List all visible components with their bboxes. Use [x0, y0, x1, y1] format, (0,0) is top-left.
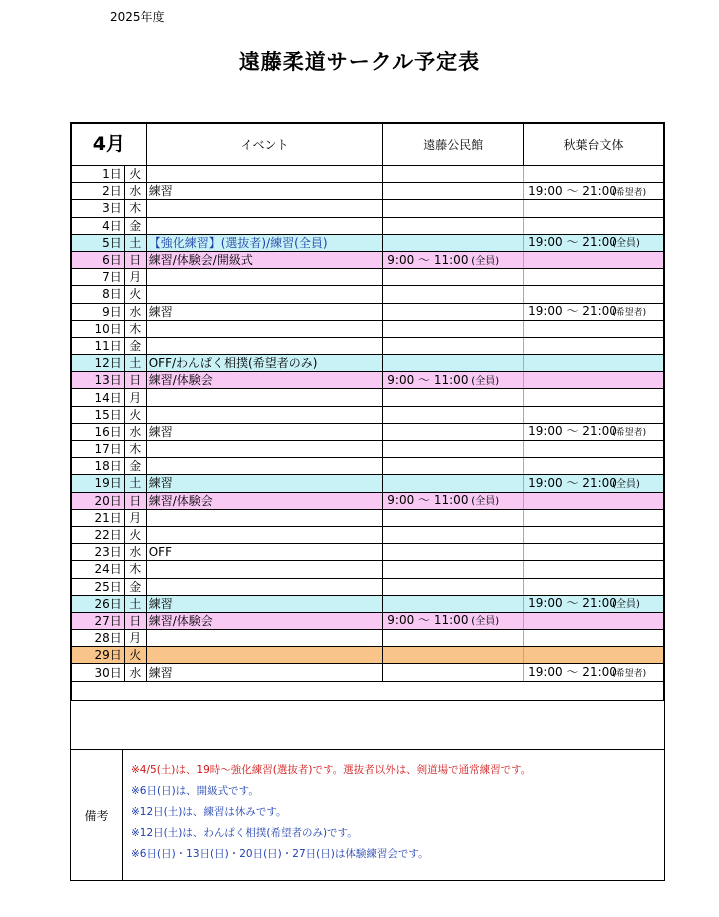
venue1-time-cell — [383, 630, 524, 647]
table-row — [72, 251, 664, 268]
venue2-time-cell — [524, 251, 664, 268]
event-cell: 練習 — [146, 475, 383, 492]
table-row — [72, 234, 664, 251]
event-cell: 【強化練習】(選抜者)/練習(全員) — [146, 234, 383, 251]
venue1-time-cell — [383, 372, 524, 389]
event-cell — [146, 561, 383, 578]
venue2-time-cell — [524, 526, 664, 543]
event-cell — [146, 630, 383, 647]
note-line: ※12日(土)は、わんぱく相撲(希望者のみ)です。 — [131, 827, 358, 839]
event-cell — [146, 337, 383, 354]
venue1-time-cell — [383, 406, 524, 423]
venue2-time-cell — [524, 458, 664, 475]
table-row — [72, 355, 664, 372]
spacer-row — [72, 681, 664, 700]
weekday-cell: 日 — [124, 372, 146, 389]
weekday-cell: 水 — [124, 664, 146, 681]
event-cell — [146, 509, 383, 526]
day-cell: 10日 — [72, 320, 125, 337]
weekday-cell: 金 — [124, 578, 146, 595]
venue1-time-cell — [383, 166, 524, 183]
venue1-time-cell — [383, 544, 524, 561]
venue2-time-cell — [524, 561, 664, 578]
venue1-time-cell — [383, 526, 524, 543]
venue1-time: 9:00 ～ 11:00 — [387, 372, 469, 387]
venue1-attendee-note: (全員) — [471, 255, 500, 267]
venue1-time-cell — [383, 458, 524, 475]
table-row — [72, 217, 664, 234]
note-line: ※6日(日)・13日(日)・20日(日)・27日(日)は体験練習会です。 — [131, 848, 429, 860]
table-row — [72, 372, 664, 389]
event-cell: 練習 — [146, 423, 383, 440]
venue1-time-cell — [383, 647, 524, 664]
weekday-cell: 月 — [124, 630, 146, 647]
venue1-time-cell — [383, 200, 524, 217]
weekday-cell: 月 — [124, 269, 146, 286]
table-row — [72, 595, 664, 612]
venue2-time-cell — [524, 389, 664, 406]
weekday-cell: 土 — [124, 234, 146, 251]
day-cell: 23日 — [72, 544, 125, 561]
weekday-cell: 水 — [124, 423, 146, 440]
table-row — [72, 612, 664, 629]
day-cell: 28日 — [72, 630, 125, 647]
venue1-time-cell — [383, 578, 524, 595]
page-title: 遠藤柔道サークル予定表 — [238, 50, 481, 74]
venue2-time-cell — [524, 647, 664, 664]
event-cell: 練習/体験会 — [146, 492, 383, 509]
event-cell: 練習 — [146, 183, 383, 200]
weekday-cell: 水 — [124, 303, 146, 320]
event-cell — [146, 200, 383, 217]
notes-section — [71, 749, 664, 881]
event-cell — [146, 441, 383, 458]
venue2-attendee-note: (全員) — [612, 478, 640, 490]
event-cell: OFF — [146, 544, 383, 561]
weekday-cell: 日 — [124, 492, 146, 509]
venue2-time-cell — [524, 595, 664, 612]
table-row — [72, 664, 664, 681]
venue1-attendee-note: (全員) — [471, 375, 500, 387]
venue2-attendee-note: (希望者) — [612, 187, 647, 198]
table-row — [72, 578, 664, 595]
venue2-attendee-note: (希望者) — [612, 669, 647, 680]
notes-label: 備考 — [71, 750, 123, 881]
venue1-time: 9:00 ～ 11:00 — [387, 493, 469, 508]
venue2-time-cell — [524, 612, 664, 629]
venue2-time-cell — [524, 355, 664, 372]
table-row — [72, 526, 664, 543]
venue2-time-cell — [524, 269, 664, 286]
venue2-time-cell — [524, 492, 664, 509]
table-row — [72, 166, 664, 183]
day-cell: 21日 — [72, 509, 125, 526]
venue2-time-cell — [524, 630, 664, 647]
day-cell: 14日 — [72, 389, 125, 406]
venue1-time-cell — [383, 441, 524, 458]
event-cell: 練習/体験会 — [146, 372, 383, 389]
weekday-cell: 火 — [124, 286, 146, 303]
event-cell — [146, 269, 383, 286]
weekday-cell: 木 — [124, 561, 146, 578]
table-row — [72, 286, 664, 303]
table-row — [72, 200, 664, 217]
weekday-cell: 火 — [124, 526, 146, 543]
weekday-cell: 木 — [124, 200, 146, 217]
table-row — [72, 509, 664, 526]
day-cell: 20日 — [72, 492, 125, 509]
weekday-cell: 日 — [124, 251, 146, 268]
venue1-time-cell — [383, 303, 524, 320]
venue2-time-cell — [524, 372, 664, 389]
venue2-time: 19:00 ～ 21:00 — [528, 235, 617, 250]
venue1-column-header: 遠藤公民館 — [383, 124, 524, 166]
spacer-cell — [72, 681, 664, 700]
weekday-cell: 金 — [124, 337, 146, 354]
weekday-cell: 水 — [124, 183, 146, 200]
venue2-time: 19:00 ～ 21:00 — [528, 596, 617, 611]
venue1-time-cell — [383, 355, 524, 372]
venue2-time: 19:00 ～ 21:00 — [528, 424, 617, 439]
venue2-time-cell — [524, 578, 664, 595]
event-cell — [146, 406, 383, 423]
event-cell: 練習 — [146, 303, 383, 320]
venue2-attendee-note: (全員) — [612, 238, 640, 250]
venue2-time-cell — [524, 303, 664, 320]
weekday-cell: 月 — [124, 389, 146, 406]
venue1-time-cell — [383, 423, 524, 440]
venue2-time-cell — [524, 234, 664, 251]
day-cell: 7日 — [72, 269, 125, 286]
event-cell: 練習/体験会 — [146, 612, 383, 629]
event-cell — [146, 217, 383, 234]
venue2-time-cell — [524, 664, 664, 681]
month-header: 4月 — [72, 124, 147, 166]
event-cell: 練習 — [146, 595, 383, 612]
venue2-column-header: 秋葉台文体 — [524, 124, 664, 166]
weekday-cell: 火 — [124, 647, 146, 664]
event-cell — [146, 578, 383, 595]
venue2-time-cell — [524, 441, 664, 458]
day-cell: 1日 — [72, 166, 125, 183]
venue1-time-cell — [383, 217, 524, 234]
table-row — [72, 423, 664, 440]
table-row — [72, 630, 664, 647]
table-row — [72, 492, 664, 509]
day-cell: 6日 — [72, 251, 125, 268]
venue2-time-cell — [524, 406, 664, 423]
venue2-time-cell — [524, 320, 664, 337]
venue1-time-cell — [383, 320, 524, 337]
weekday-cell: 土 — [124, 595, 146, 612]
fiscal-year-label: 2025年度 — [110, 10, 165, 24]
day-cell: 25日 — [72, 578, 125, 595]
day-cell: 30日 — [72, 664, 125, 681]
venue2-time: 19:00 ～ 21:00 — [528, 183, 617, 198]
venue1-time-cell — [383, 337, 524, 354]
day-cell: 9日 — [72, 303, 125, 320]
day-cell: 8日 — [72, 286, 125, 303]
table-row — [72, 561, 664, 578]
venue1-time-cell — [383, 234, 524, 251]
table-row — [72, 441, 664, 458]
table-row — [72, 183, 664, 200]
venue1-time-cell — [383, 183, 524, 200]
day-cell: 18日 — [72, 458, 125, 475]
venue1-time: 9:00 ～ 11:00 — [387, 252, 469, 267]
day-cell: 26日 — [72, 595, 125, 612]
venue1-time: 9:00 ～ 11:00 — [387, 613, 469, 628]
table-row — [72, 544, 664, 561]
day-cell: 11日 — [72, 337, 125, 354]
venue2-time-cell — [524, 509, 664, 526]
schedule-sheet — [70, 122, 665, 881]
event-cell — [146, 166, 383, 183]
weekday-cell: 火 — [124, 406, 146, 423]
weekday-cell: 木 — [124, 320, 146, 337]
event-column-header: イベント — [146, 124, 383, 166]
venue1-time-cell — [383, 251, 524, 268]
venue2-attendee-note: (全員) — [612, 599, 640, 611]
day-cell: 13日 — [72, 372, 125, 389]
day-cell: 27日 — [72, 612, 125, 629]
venue2-time-cell — [524, 337, 664, 354]
table-row — [72, 389, 664, 406]
venue2-time: 19:00 ～ 21:00 — [528, 304, 617, 319]
weekday-cell: 金 — [124, 458, 146, 475]
venue2-attendee-note: (希望者) — [612, 428, 647, 439]
venue1-attendee-note: (全員) — [471, 616, 500, 628]
venue2-time-cell — [524, 475, 664, 492]
schedule-table — [71, 123, 664, 701]
venue2-time-cell — [524, 183, 664, 200]
weekday-cell: 木 — [124, 441, 146, 458]
venue1-time-cell — [383, 389, 524, 406]
event-cell: OFF/わんぱく相撲(希望者のみ) — [146, 355, 383, 372]
event-cell: 練習/体験会/開級式 — [146, 251, 383, 268]
weekday-cell: 日 — [124, 612, 146, 629]
venue1-time-cell — [383, 509, 524, 526]
event-cell — [146, 526, 383, 543]
event-cell — [146, 458, 383, 475]
day-cell: 5日 — [72, 234, 125, 251]
day-cell: 16日 — [72, 423, 125, 440]
venue2-time-cell — [524, 200, 664, 217]
event-cell: 練習 — [146, 664, 383, 681]
weekday-cell: 月 — [124, 509, 146, 526]
venue2-time: 19:00 ～ 21:00 — [528, 665, 617, 680]
table-row — [72, 269, 664, 286]
day-cell: 29日 — [72, 647, 125, 664]
venue1-time-cell — [383, 612, 524, 629]
table-row — [72, 406, 664, 423]
venue2-time-cell — [524, 217, 664, 234]
table-row — [72, 303, 664, 320]
note-line: ※6日(日)は、開級式です。 — [131, 785, 259, 797]
day-cell: 3日 — [72, 200, 125, 217]
note-line: ※12日(土)は、練習は休みです。 — [131, 806, 287, 818]
day-cell: 15日 — [72, 406, 125, 423]
day-cell: 24日 — [72, 561, 125, 578]
day-cell: 19日 — [72, 475, 125, 492]
weekday-cell: 金 — [124, 217, 146, 234]
table-row — [72, 320, 664, 337]
table-row — [72, 337, 664, 354]
day-cell: 2日 — [72, 183, 125, 200]
event-cell — [146, 647, 383, 664]
day-cell: 4日 — [72, 217, 125, 234]
venue1-time-cell — [383, 269, 524, 286]
table-row — [72, 647, 664, 664]
event-cell — [146, 286, 383, 303]
weekday-cell: 土 — [124, 475, 146, 492]
event-cell — [146, 389, 383, 406]
table-row — [72, 458, 664, 475]
venue1-time-cell — [383, 286, 524, 303]
venue2-time-cell — [524, 544, 664, 561]
weekday-cell: 水 — [124, 544, 146, 561]
note-line: ※4/5(土)は、19時～強化練習(選抜者)です。選抜者以外は、剣道場で通常練習です。 — [131, 764, 532, 776]
table-row — [72, 475, 664, 492]
venue1-time-cell — [383, 561, 524, 578]
venue1-attendee-note: (全員) — [471, 496, 500, 508]
venue2-time: 19:00 ～ 21:00 — [528, 475, 617, 490]
day-cell: 12日 — [72, 355, 125, 372]
venue1-time-cell — [383, 475, 524, 492]
table-header-row — [72, 124, 664, 166]
venue1-time-cell — [383, 664, 524, 681]
venue1-time-cell — [383, 492, 524, 509]
day-cell: 22日 — [72, 526, 125, 543]
event-cell — [146, 320, 383, 337]
day-cell: 17日 — [72, 441, 125, 458]
venue2-attendee-note: (希望者) — [612, 308, 647, 319]
venue2-time-cell — [524, 286, 664, 303]
weekday-cell: 火 — [124, 166, 146, 183]
venue2-time-cell — [524, 423, 664, 440]
venue2-time-cell — [524, 166, 664, 183]
venue1-time-cell — [383, 595, 524, 612]
weekday-cell: 土 — [124, 355, 146, 372]
notes-list — [131, 760, 531, 865]
